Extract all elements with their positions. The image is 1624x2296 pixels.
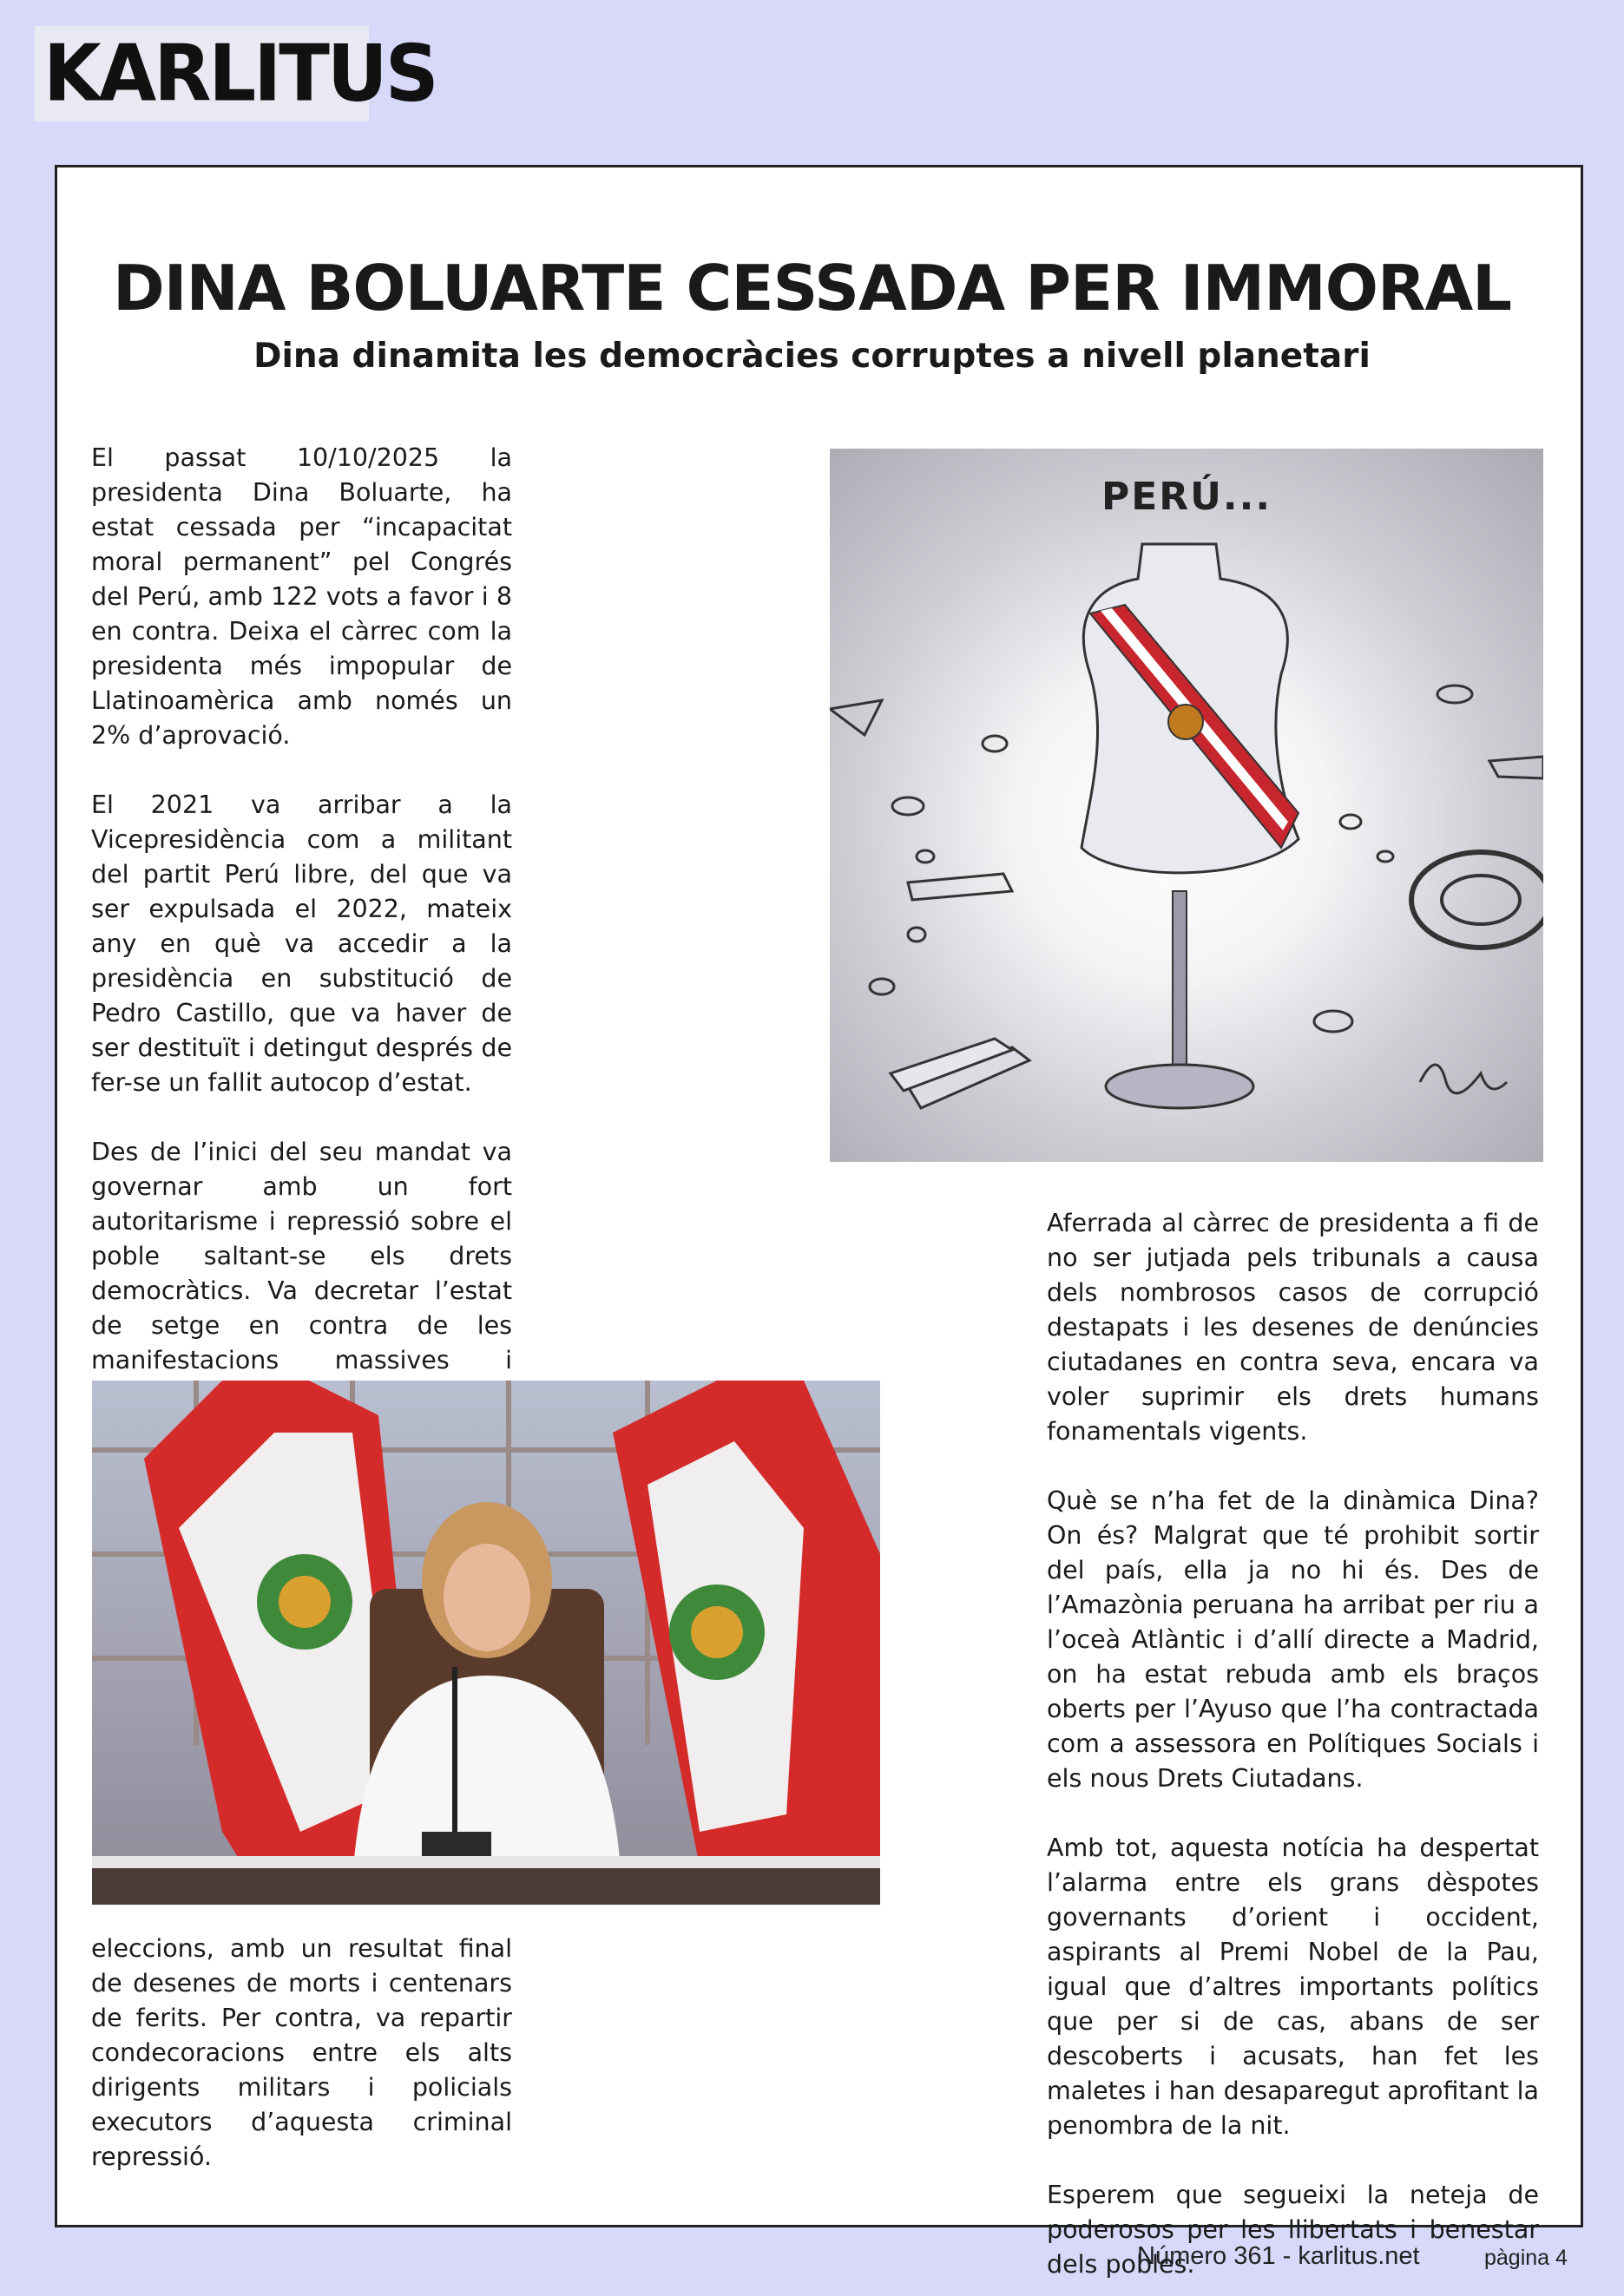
paragraph: eleccions, amb un resultat final de desenes de morts i centenars de ferits. Per contra, va repartir condecoracions entre els alts dirigents militars i policials executors d’aquesta criminal repressió. [91,1934,512,2171]
footer-page-number: pàgina 4 [1484,2246,1568,2270]
president-photo [92,1381,880,1905]
article-subtitle: Dina dinamita les democràcies corruptes a nivell planetari [253,337,1371,376]
article-title: DINA BOLUARTE CESSADA PER IMMORAL [112,252,1512,325]
left-column-top [91,441,512,1413]
logo-text: KARLITUS [43,28,437,120]
paragraph: Des de l’inici del seu mandat va governar amb un fort autoritarisme i repressió sobre el poble saltant-se els drets democràtics. Va decretar l’estat de setge en contra de les manifestacions massives i [91,1138,512,1374]
photo-illustration [92,1381,880,1905]
cartoon-image [830,449,1543,1162]
cartoon-caption: PERÚ... [1101,475,1272,519]
paragraph: El 2021 va arribar a la Vicepresidència com a militant del partit Perú libre, del que va ser expulsada el 2022, mateix any en què va accedir a la presidència en substitució de Pedro Castillo, que va haver de ser destituït i detingut després de fer-se un fallit autocop d’estat. [91,790,512,1097]
paragraph: El passat 10/10/2025 la presidenta Dina Boluarte, ha estat cessada per “incapacitat moral permanent” pel Congrés del Perú, amb 122 vots a favor i 8 en contra. Deixa el càrrec com la presidenta més impopular de Llatinoamèrica amb només un 2% d’aprovació. [91,443,512,750]
paragraph: Aferrada al càrrec de presidenta a fi de no ser jutjada pels tribunals a causa dels nombrosos casos de corrupció destapats i les desenes de denúncies ciutadanes en contra seva, encara va voler suprimir els drets humans fonamentals vigents. [1047,1209,1539,1446]
mannequin-drawing [830,449,1543,1162]
left-column-bottom [91,1932,512,2175]
right-column [1047,1206,1539,2282]
footer-issue: Número 361 - karlitus.net [1137,2242,1420,2270]
paragraph: Amb tot, aquesta notícia ha despertat l’alarma entre els grans dèspotes governants d’orient i occident, aspirants al Premi Nobel de la Pau, igual que d’altres importants polítics que per si de cas, abans de ser descoberts i acusats, han fet les maletes i han desaparegut aprofitant la penombra de la nit. [1047,1834,1539,2140]
paragraph: Què se n’ha fet de la dinàmica Dina? On és? Malgrat que té prohibit sortir del país, ella ja no hi és. Des de l’Amazònia peruana ha arribat per riu a l’oceà Atlàntic i d’allí directe a Madrid, on ha estat rebuda amb els braços oberts per l’Ayuso que l’ha contractada com a assessora en Polítiques Socials i els nous Drets Ciutadans. [1047,1486,1539,1793]
masthead-logo [35,26,437,121]
paragraph: Esperem que segueixi la neteja de poderosos per les llibertats i benestar dels pobles. [1047,2181,1539,2279]
